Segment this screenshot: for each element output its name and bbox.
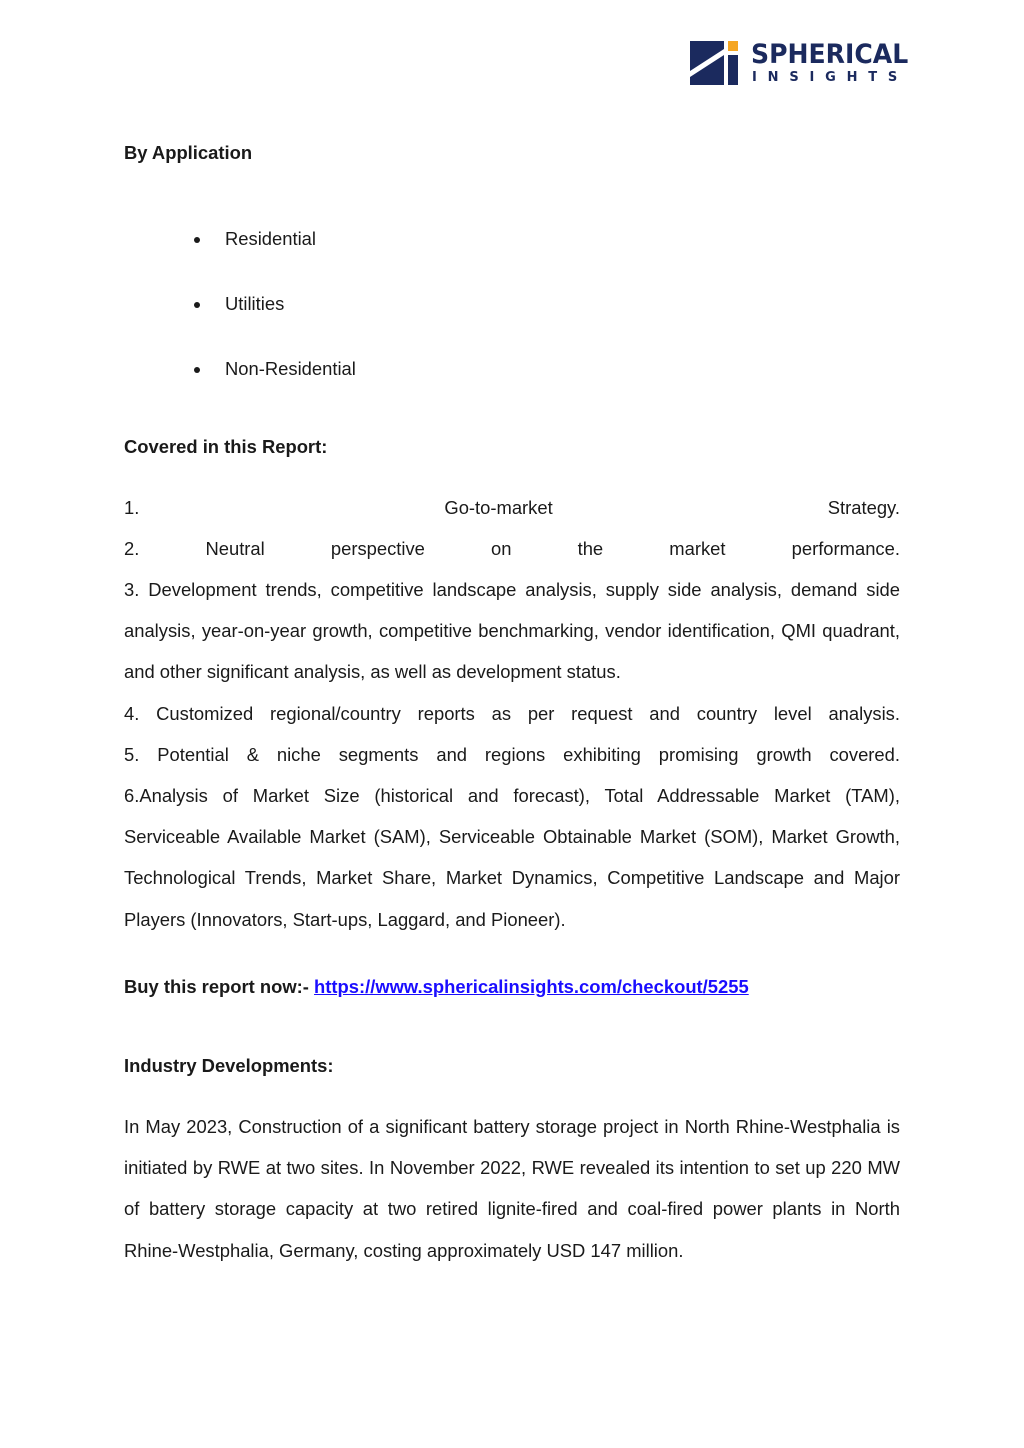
logo-wordmark: SPHERICAL <box>751 39 909 70</box>
covered-item-2: 2. Neutral perspective on the market performance. <box>124 538 900 559</box>
covered-item-5: 5. Potential & niche segments and regions exhibiting promising growth covered. <box>124 744 900 765</box>
covered-heading: Covered in this Report: <box>124 436 328 457</box>
by-application-heading: By Application <box>124 142 253 163</box>
logo-mark-icon <box>690 41 742 85</box>
buy-report-line <box>124 976 749 998</box>
logo-subtitle: INSIGHTS <box>752 70 909 85</box>
bullet-icon <box>194 367 200 373</box>
buy-report-label: Buy this report now:- <box>124 976 315 997</box>
covered-item-6: 6.Analysis of Market Size (historical and forecast), Total Addressable Market (TAM), Serviceable Available Market (SAM), Serviceable Obtainable Market (SOM), Market Growth, Technological Trends, Market Share, Market Dynamics, Competitive Landscape and Major Players (Innovators, Start-ups, Laggard, and Pioneer). <box>124 785 900 930</box>
industry-paragraph: In May 2023, Construction of a significant battery storage project in North Rhine-Westphalia is initiated by RWE at two sites. In November 2022, RWE revealed its intention to set up 220 MW of battery storage capacity at two retired lignite-fired and coal-fired power plants in North Rhine-Westphalia, Germany, costing approximately USD 147 million. <box>124 1116 900 1261</box>
company-logo <box>690 39 909 88</box>
industry-heading: Industry Developments: <box>124 1055 334 1076</box>
bullet-icon <box>194 237 200 243</box>
bullet-icon <box>194 302 200 308</box>
covered-item-4: 4. Customized regional/country reports as per request and country level analysis. <box>124 703 900 724</box>
covered-item-1: 1. Go-to-market Strategy. <box>124 497 900 518</box>
covered-item-3: 3. Development trends, competitive landscape analysis, supply side analysis, demand side analysis, year-on-year growth, competitive benchmarking, vendor identification, QMI quadrant, and other significant analysis, as well as development status. <box>124 579 900 683</box>
checkout-link[interactable]: https://www.sphericalinsights.com/checkout/5255 <box>314 976 749 997</box>
